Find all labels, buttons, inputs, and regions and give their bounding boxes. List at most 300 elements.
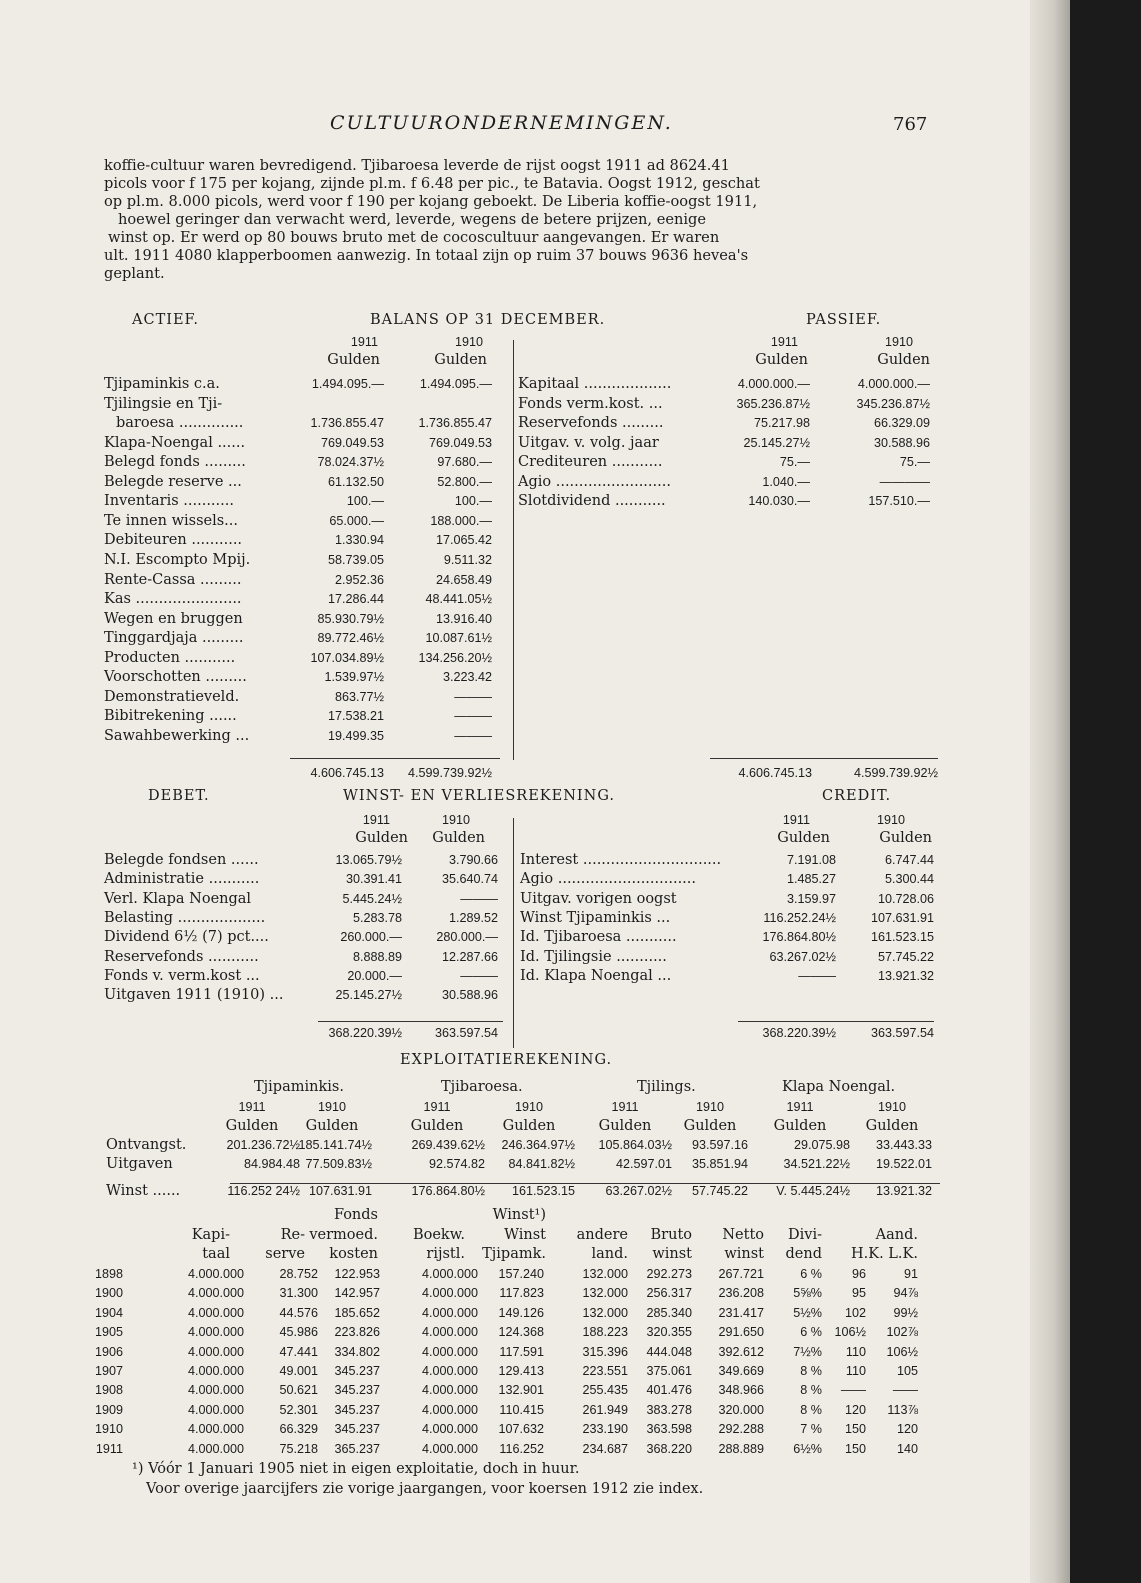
history-cell: 132.000 <box>582 1286 628 1301</box>
exploitatie-cell: 92.574.82 <box>428 1157 485 1171</box>
history-cell: 66.329 <box>279 1422 318 1437</box>
debet-total-1910: 363.597.54 <box>434 1026 498 1040</box>
history-cell: 149.126 <box>498 1305 544 1320</box>
passief-year-1910: 1910 <box>884 335 913 349</box>
exploitatie-cell: 57.745.22 <box>691 1184 748 1198</box>
credit-year-1911: 1911 <box>782 813 810 827</box>
debet-row-1911: 20.000.— <box>347 968 402 983</box>
history-cell: 401.476 <box>646 1383 692 1398</box>
history-cell: 345.237 <box>334 1364 380 1378</box>
exploitatie-cell: 93.597.16 <box>691 1138 748 1152</box>
debet-row-1910: 30.588.96 <box>441 988 498 1003</box>
history-row-year: 1909 <box>94 1402 123 1417</box>
history-cell: 132.000 <box>582 1305 628 1320</box>
actief-row-label: Sawahbewerking ... <box>104 727 250 744</box>
intro-line: picols voor f 175 per kojang, zijnde pl.m. f 6.48 per pic., te Batavia. Oogst 1912, geschat <box>104 175 760 192</box>
history-cell: 150 <box>844 1422 866 1437</box>
footnote-1: ¹) Vóór 1 Januari 1905 niet in eigen exploitatie, doch in huur. <box>132 1461 580 1477</box>
credit-row-1910: 107.631.91 <box>870 910 934 925</box>
history-cell: 234.687 <box>582 1441 628 1456</box>
debet-row-1911: 8.888.89 <box>352 949 402 964</box>
debet-unit-1910: Gulden <box>432 830 485 846</box>
actief-row-1911: 769.049.53 <box>320 435 384 450</box>
actief-row-label: Debiteuren ........... <box>104 532 243 549</box>
history-cell: 345.237 <box>334 1383 380 1398</box>
passief-row-1911: 75.— <box>779 455 810 470</box>
history-header-cell: vermoed. <box>309 1226 378 1243</box>
exploitatie-cell: 29.075.98 <box>793 1138 850 1152</box>
history-header-cell: land. <box>591 1246 628 1262</box>
winst-divider <box>513 818 514 1048</box>
history-header-cell: Winst¹) <box>492 1207 546 1223</box>
debet-row-1910: 280.000.— <box>436 930 498 945</box>
debet-row-1911: 25.145.27½ <box>335 988 402 1003</box>
actief-row-1910: 134.256.20½ <box>418 650 492 665</box>
history-cell: 348.966 <box>718 1383 764 1398</box>
actief-row-label: Klapa-Noengal ...... <box>104 434 246 451</box>
passief-total-1911: 4.606.745.13 <box>738 766 812 780</box>
credit-row-1910: 6.747.44 <box>884 853 934 867</box>
history-cell: 49.001 <box>279 1364 318 1378</box>
actief-total-1910: 4.599.739.92½ <box>407 766 492 780</box>
debet-year-1910: 1910 <box>441 813 470 827</box>
exploitatie-cell: 19.522.01 <box>875 1157 932 1171</box>
history-cell: 106½ <box>886 1344 918 1359</box>
history-cell: 110 <box>845 1364 866 1378</box>
debet-unit-1911: Gulden <box>355 830 408 846</box>
history-cell: 4.000.000 <box>187 1383 244 1398</box>
history-cell: 365.237 <box>334 1441 380 1456</box>
intro-line: geplant. <box>104 265 165 282</box>
debet-total-1911: 368.220.39½ <box>328 1026 402 1040</box>
actief-total-1911: 4.606.745.13 <box>310 766 384 780</box>
passief-row-label: Reservefonds ......... <box>518 415 664 432</box>
intro-line: op pl.m. 8.000 picols, werd voor f 190 per kojang geboekt. De Liberia koffie-oogst 1911, <box>104 193 758 210</box>
exploitatie-cell: 13.921.32 <box>875 1184 932 1198</box>
history-cell: 4.000.000 <box>187 1441 244 1456</box>
debet-row-label: Reservefonds ........... <box>104 948 259 965</box>
actief-row-label: N.I. Escompto Mpij. <box>104 551 251 568</box>
history-header-cell: serve <box>265 1246 305 1262</box>
history-header-cell: winst <box>652 1246 692 1262</box>
history-cell: 94⅞ <box>893 1286 918 1301</box>
credit-row-1910: 13.921.32 <box>877 968 934 983</box>
history-cell: 261.949 <box>582 1402 628 1417</box>
credit-year-1910: 1910 <box>876 813 905 827</box>
actief-row-label: Tjipaminkis c.a. <box>104 376 220 392</box>
exploitatie-unit: Gulden <box>410 1118 464 1134</box>
actief-row-1911: 17.286.44 <box>327 592 384 607</box>
history-cell: 267.721 <box>718 1267 764 1281</box>
exploitatie-cell: 176.864.80½ <box>411 1184 485 1198</box>
exploitatie-cell: 269.439.62½ <box>411 1138 485 1152</box>
actief-row-1911: 863.77½ <box>334 689 384 704</box>
passief-row-1911: 365.236.87½ <box>736 396 810 411</box>
history-cell: 8 % <box>800 1383 822 1398</box>
passief-heading: PASSIEF. <box>806 312 882 328</box>
history-cell: 292.288 <box>718 1422 764 1437</box>
history-header-cell: Re- <box>280 1226 305 1243</box>
passief-row-1910: 4.000.000.— <box>857 377 930 391</box>
history-cell: 185.652 <box>334 1305 380 1320</box>
actief-row-1911: 19.499.35 <box>327 728 384 743</box>
history-header-cell: Tjipamk. <box>482 1246 546 1262</box>
history-header-cell: winst <box>724 1246 764 1262</box>
passief-row-label: Uitgav. v. volg. jaar <box>518 434 659 451</box>
exploitatie-year: 1910 <box>877 1100 907 1114</box>
actief-row-1910: ——— <box>454 728 492 743</box>
passief-row-1911: 140.030.— <box>748 494 810 509</box>
history-cell: 7½% <box>793 1344 822 1359</box>
history-cell: 256.317 <box>646 1286 692 1301</box>
history-cell: 117.591 <box>499 1344 544 1359</box>
history-row-year: 1905 <box>94 1325 123 1340</box>
actief-row-label: Wegen en bruggen <box>104 610 243 627</box>
exploitatie-row-label: Ontvangst. <box>106 1137 187 1153</box>
history-cell: 50.621 <box>279 1383 318 1398</box>
history-cell: 4.000.000 <box>421 1267 478 1281</box>
exploitatie-title: EXPLOITATIEREKENING. <box>400 1052 613 1068</box>
actief-row-1910: 3.223.42 <box>442 670 492 685</box>
actief-row-1911: 1.736.855.47 <box>310 416 384 431</box>
history-header-cell: rijstl. <box>426 1246 465 1262</box>
credit-total-rule <box>738 1021 934 1022</box>
history-cell: 107.632 <box>498 1422 544 1437</box>
intro-paragraph <box>104 157 760 283</box>
history-cell: 4.000.000 <box>187 1325 244 1340</box>
actief-row-label: Bibitrekening ...... <box>104 708 237 725</box>
exploitatie-year: 1911 <box>786 1100 814 1114</box>
actief-row-1911: 65.000.— <box>329 513 384 528</box>
history-cell: 44.576 <box>279 1305 318 1320</box>
history-cell: 116.252 <box>499 1441 544 1456</box>
history-cell: —— <box>840 1383 866 1398</box>
history-cell: 102 <box>844 1305 866 1320</box>
credit-row-label: Interest .............................. <box>520 852 722 868</box>
history-cell: 383.278 <box>646 1402 692 1417</box>
history-header-cell: Fonds <box>333 1207 378 1223</box>
credit-row-1910: 161.523.15 <box>870 930 934 945</box>
history-cell: 117.823 <box>499 1286 544 1301</box>
history-row-year: 1898 <box>94 1267 123 1281</box>
exploitatie-cell: 161.523.15 <box>511 1184 575 1198</box>
credit-unit-1911: Gulden <box>777 830 830 846</box>
history-cell: 223.551 <box>582 1364 628 1378</box>
balans-title: BALANS OP 31 DECEMBER. <box>370 312 606 328</box>
history-header-cell: Kapi- <box>191 1226 230 1243</box>
exploitatie-cell: 84.984.48 <box>243 1157 300 1171</box>
actief-row-1911: 89.772.46½ <box>317 631 384 646</box>
credit-row-1911: 176.864.80½ <box>762 930 836 945</box>
credit-row-label: Uitgav. vorigen oogst <box>520 890 677 907</box>
actief-row-1910: 188.000.— <box>430 513 492 528</box>
history-cell: 6 % <box>800 1267 822 1281</box>
history-cell: 320.000 <box>718 1402 764 1417</box>
history-cell: 4.000.000 <box>187 1422 244 1437</box>
debet-row-label: Belasting ................... <box>104 909 266 926</box>
debet-row-1911: 30.391.41 <box>345 872 402 887</box>
credit-row-1910: 57.745.22 <box>877 949 934 964</box>
history-cell: 4.000.000 <box>421 1441 478 1456</box>
debet-year-1911: 1911 <box>362 813 390 827</box>
passief-row-label: Agio ......................... <box>518 473 671 490</box>
exploitatie-cell: 107.631.91 <box>308 1184 372 1198</box>
actief-row-label: Voorschotten ......... <box>104 669 247 686</box>
actief-row-label: Producten ........... <box>104 649 236 666</box>
actief-row-1910: 24.658.49 <box>435 572 492 587</box>
history-cell: 129.413 <box>498 1364 544 1378</box>
exploitatie-unit: Gulden <box>683 1118 737 1134</box>
history-cell: 110 <box>845 1344 866 1359</box>
actief-unit-1910: Gulden <box>434 352 487 368</box>
credit-row-1911: ——— <box>798 968 836 983</box>
history-cell: 7 % <box>800 1422 822 1437</box>
history-cell: 4.000.000 <box>421 1286 478 1301</box>
history-cell: 120 <box>896 1422 918 1437</box>
actief-row-label: Demonstratieveld. <box>104 688 240 705</box>
debet-row-label: Administratie ........... <box>104 871 260 888</box>
history-cell: 233.190 <box>582 1422 628 1437</box>
actief-unit-1911: Gulden <box>327 352 380 368</box>
history-cell: 132.000 <box>582 1267 628 1281</box>
passief-row-label: Fonds verm.kost. ... <box>518 395 663 412</box>
debet-row-1910: 1.289.52 <box>448 910 498 925</box>
actief-row-label: Tinggardjaja ......... <box>104 630 244 647</box>
exploitatie-year: 1911 <box>611 1100 639 1114</box>
exploitatie-cell: 246.364.97½ <box>501 1138 575 1152</box>
history-cell: 349.669 <box>718 1364 764 1378</box>
history-cell: 6½% <box>793 1441 822 1456</box>
exploitatie-group-header: Tjibaroesa. <box>441 1079 523 1095</box>
history-cell: 363.598 <box>646 1422 692 1437</box>
running-header: CULTUURONDERNEMINGEN. <box>330 112 673 134</box>
history-cell: 368.220 <box>646 1441 692 1456</box>
actief-row-1911: 2.952.36 <box>334 572 384 587</box>
history-row-year: 1900 <box>94 1286 123 1301</box>
exploitatie-unit: Gulden <box>502 1118 556 1134</box>
history-cell: 4.000.000 <box>421 1383 478 1398</box>
history-cell: 320.355 <box>646 1325 692 1340</box>
exploitatie-year: 1911 <box>238 1100 266 1114</box>
actief-row-1911: 1.494.095.— <box>311 377 384 391</box>
history-cell: 345.237 <box>334 1422 380 1437</box>
debet-row-1910: ——— <box>460 891 498 906</box>
exploitatie-cell: V. 5.445.24½ <box>776 1184 850 1198</box>
passief-row-1911: 75.217.98 <box>753 416 810 431</box>
history-header-cell: kosten <box>329 1246 378 1262</box>
history-cell: 315.396 <box>582 1344 628 1359</box>
history-cell: 150 <box>844 1441 866 1456</box>
actief-row-label: Rente-Cassa ......... <box>104 571 242 588</box>
credit-row-1911: 3.159.97 <box>786 891 836 906</box>
credit-row-1911: 116.252.24½ <box>763 910 836 925</box>
passief-row-1910: 66.329.09 <box>873 416 930 431</box>
debet-row-1911: 5.283.78 <box>352 910 402 925</box>
exploitatie-cell: 35.851.94 <box>691 1157 748 1171</box>
history-cell: 28.752 <box>279 1267 318 1281</box>
credit-row-label: Id. Tjibaroesa ........... <box>520 929 677 946</box>
exploitatie-unit: Gulden <box>305 1118 359 1134</box>
actief-row-1911: 58.739.05 <box>327 552 384 567</box>
history-cell: 4.000.000 <box>421 1305 478 1320</box>
exploitatie-row-label: Winst ...... <box>106 1183 181 1199</box>
debet-heading: DEBET. <box>148 788 210 804</box>
history-cell: 255.435 <box>582 1383 628 1398</box>
actief-row-1910: ——— <box>454 689 492 704</box>
exploitatie-cell: 201.236.72½ <box>226 1138 300 1152</box>
actief-row-1911: 100.— <box>346 494 384 509</box>
history-cell: 52.301 <box>279 1402 318 1417</box>
history-cell: 4.000.000 <box>187 1402 244 1417</box>
history-row-year: 1908 <box>94 1383 123 1398</box>
actief-row-label: baroesa .............. <box>116 415 244 432</box>
history-header-cell: H.K. L.K. <box>851 1246 918 1262</box>
passief-row-label: Slotdividend ........... <box>518 493 666 510</box>
debet-row-label: Dividend 6½ (7) pct.... <box>104 929 269 946</box>
history-cell: 375.061 <box>646 1364 692 1378</box>
history-cell: 4.000.000 <box>187 1344 244 1359</box>
actief-row-1910: 97.680.— <box>437 455 492 470</box>
history-header-cell: dend <box>785 1246 822 1262</box>
history-row-year: 1907 <box>94 1364 123 1378</box>
exploitatie-cell: 33.443.33 <box>875 1138 932 1152</box>
actief-row-1911: 1.539.97½ <box>324 670 384 685</box>
history-row-year: 1910 <box>94 1422 123 1437</box>
actief-row-1910: 52.800.— <box>437 474 492 489</box>
history-cell: 5⅝% <box>793 1286 822 1301</box>
history-cell: 47.441 <box>279 1344 318 1359</box>
actief-row-label: Inventaris ........... <box>104 493 234 510</box>
passief-row-1910: 157.510.— <box>868 494 930 509</box>
exploitatie-group-header: Klapa Noengal. <box>782 1079 896 1095</box>
passief-total-1910: 4.599.739.92½ <box>853 766 938 780</box>
history-cell: 91 <box>903 1267 918 1281</box>
history-header-cell: andere <box>576 1226 628 1243</box>
exploitatie-cell: 42.597.01 <box>615 1157 672 1171</box>
passief-row-label: Crediteuren ........... <box>518 454 663 471</box>
history-cell: 291.650 <box>718 1325 764 1340</box>
credit-unit-1910: Gulden <box>879 830 932 846</box>
exploitatie-unit: Gulden <box>865 1118 919 1134</box>
history-cell: 8 % <box>800 1364 822 1378</box>
debet-row-1910: ——— <box>460 968 498 983</box>
history-cell: 4.000.000 <box>421 1344 478 1359</box>
passief-row-1910: 30.588.96 <box>873 435 930 450</box>
history-cell: 99½ <box>893 1305 918 1320</box>
history-cell: 285.340 <box>646 1305 692 1320</box>
credit-row-1911: 1.485.27 <box>786 872 836 887</box>
history-cell: 4.000.000 <box>421 1364 478 1378</box>
passief-row-1911: 1.040.— <box>762 474 810 489</box>
exploitatie-rule <box>230 1183 940 1184</box>
actief-row-1911: 61.132.50 <box>327 474 384 489</box>
actief-heading: ACTIEF. <box>132 312 199 328</box>
credit-row-1910: 5.300.44 <box>884 872 934 887</box>
exploitatie-year: 1910 <box>695 1100 725 1114</box>
exploitatie-cell: 84.841.82½ <box>508 1157 575 1171</box>
actief-row-1910: ——— <box>454 709 492 724</box>
actief-row-label: Kas ....................... <box>104 591 242 608</box>
history-cell: 236.208 <box>718 1286 764 1301</box>
exploitatie-unit: Gulden <box>598 1118 652 1134</box>
passief-row-1910: 345.236.87½ <box>856 396 930 411</box>
credit-row-1911: 63.267.02½ <box>769 949 836 964</box>
history-cell: 4.000.000 <box>421 1402 478 1417</box>
history-cell: 5½% <box>793 1305 822 1320</box>
history-cell: 75.218 <box>279 1441 318 1456</box>
history-cell: 4.000.000 <box>187 1305 244 1320</box>
debet-row-label: Belegde fondsen ...... <box>104 852 259 868</box>
history-cell: 102⅞ <box>886 1325 918 1340</box>
actief-row-1910: 1.736.855.47 <box>418 416 492 431</box>
history-cell: 31.300 <box>279 1286 318 1301</box>
history-cell: 292.273 <box>646 1267 692 1281</box>
history-header-cell: Netto <box>722 1226 764 1243</box>
history-row-year: 1911 <box>95 1441 123 1456</box>
actief-row-1910: 9.511.32 <box>443 552 492 567</box>
exploitatie-cell: 77.509.83½ <box>305 1157 372 1171</box>
actief-row-1910: 100.— <box>454 494 492 509</box>
history-cell: 231.417 <box>718 1305 764 1320</box>
debet-row-label: Uitgaven 1911 (1910) ... <box>104 987 284 1004</box>
exploitatie-unit: Gulden <box>773 1118 827 1134</box>
intro-line: winst op. Er werd op 80 bouws bruto met de cocoscultuur aangevangen. Er waren <box>108 229 720 246</box>
credit-row-label: Id. Klapa Noengal ... <box>520 967 672 984</box>
history-cell: 4.000.000 <box>187 1364 244 1378</box>
actief-row-1910: 13.916.40 <box>435 611 492 626</box>
history-cell: 223.826 <box>334 1325 380 1340</box>
actief-row-1911: 107.034.89½ <box>310 650 384 665</box>
actief-row-1911: 17.538.21 <box>327 709 384 724</box>
credit-row-1911: 7.191.08 <box>786 853 836 867</box>
debet-row-1910: 35.640.74 <box>441 872 498 887</box>
history-header-cell: Bruto <box>650 1226 692 1243</box>
debet-row-1911: 260.000.— <box>340 930 402 945</box>
actief-row-1910: 769.049.53 <box>428 435 492 450</box>
history-cell: 106½ <box>834 1325 866 1340</box>
history-cell: 6 % <box>800 1325 822 1340</box>
credit-row-label: Id. Tjilingsie ........... <box>520 948 667 965</box>
actief-row-label: Tjilingsie en Tji- <box>104 395 223 412</box>
exploitatie-cell: 185.141.74½ <box>298 1138 372 1152</box>
history-cell: 157.240 <box>498 1267 544 1281</box>
actief-year-1911: 1911 <box>350 335 378 349</box>
debet-row-1910: 3.790.66 <box>448 853 498 867</box>
credit-total-1911: 368.220.39½ <box>762 1026 836 1040</box>
actief-row-1910: 17.065.42 <box>435 533 492 548</box>
winst-title: WINST- EN VERLIESREKENING. <box>343 788 615 804</box>
exploitatie-unit: Gulden <box>225 1118 279 1134</box>
credit-row-1910: 10.728.06 <box>877 891 934 906</box>
exploitatie-cell: 63.267.02½ <box>605 1184 672 1198</box>
history-cell: 4.000.000 <box>421 1422 478 1437</box>
history-header-cell: Boekw. <box>412 1226 465 1243</box>
history-cell: 4.000.000 <box>187 1286 244 1301</box>
passief-row-1911: 4.000.000.— <box>737 377 810 391</box>
actief-row-1910: 1.494.095.— <box>419 377 492 391</box>
debet-row-1910: 12.287.66 <box>441 949 498 964</box>
history-header-cell: Divi- <box>788 1226 822 1243</box>
exploitatie-cell: 34.521.22½ <box>783 1157 850 1171</box>
history-cell: 4.000.000 <box>421 1325 478 1340</box>
footnote-2: Voor overige jaarcijfers zie vorige jaargangen, voor koersen 1912 zie index. <box>146 1481 704 1497</box>
passief-row-1910: ———— <box>879 474 930 489</box>
credit-total-1910: 363.597.54 <box>870 1026 934 1040</box>
intro-line: ult. 1911 4080 klapperboomen aanwezig. In totaal zijn op ruim 37 bouws 9636 hevea's <box>104 247 749 264</box>
history-cell: 140 <box>896 1441 918 1456</box>
debet-row-label: Verl. Klapa Noengal <box>104 890 252 907</box>
debet-total-rule <box>318 1021 503 1022</box>
